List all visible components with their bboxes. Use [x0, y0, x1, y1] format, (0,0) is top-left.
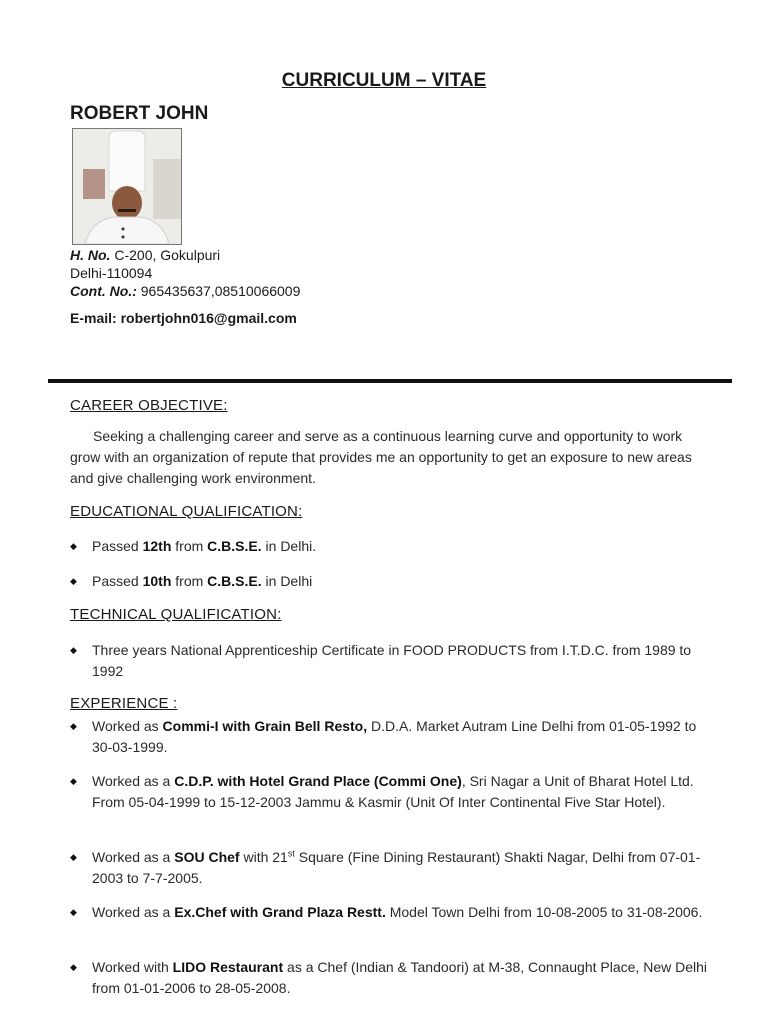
diamond-bullet-icon: ◆	[70, 645, 77, 655]
technical-heading: TECHNICAL QUALIFICATION:	[70, 606, 282, 623]
section-divider	[48, 379, 732, 383]
list-item: ◆ Worked with LIDO Restaurant as a Chef (Indian & Tandoori) at M-38, Connaught Place, New Delhi from 01-01-2006 to 28-05-2008.	[70, 959, 708, 996]
candidate-name: ROBERT JOHN	[70, 103, 209, 124]
career-objective-heading: CAREER OBJECTIVE:	[70, 397, 228, 414]
career-objective-text: Seeking a challenging career and serve as a continuous learning curve and opportunity to work grow with an organization of repute that provides me an opportunity to get an exposure to new areas and give challenging work environment.	[70, 428, 692, 486]
diamond-bullet-icon: ◆	[70, 576, 77, 586]
email-value: robertjohn016@gmail.com	[116, 310, 297, 326]
list-item: ◆ Worked as a Ex.Chef with Grand Plaza Restt. Model Town Delhi from 10-08-2005 to 31-08-2006.	[70, 902, 710, 923]
email-line	[70, 310, 297, 326]
experience-heading: EXPERIENCE :	[70, 695, 178, 712]
address-line	[70, 247, 220, 264]
diamond-bullet-icon: ◆	[70, 721, 77, 731]
house-label: H. No.	[70, 247, 111, 263]
city-line: Delhi-110094	[70, 265, 153, 281]
diamond-bullet-icon: ◆	[70, 962, 77, 972]
document-title: CURRICULUM – VITAE	[281, 70, 487, 91]
email-label: E-mail:	[70, 310, 117, 326]
list-item: ◆ Worked as a SOU Chef with 21st Square (Fine Dining Restaurant) Shakti Nagar, Delhi from 07-01-2003 to 7-7-2005.	[70, 848, 701, 886]
phone-label: Cont. No.:	[70, 283, 137, 299]
diamond-bullet-icon: ◆	[70, 541, 77, 551]
phone-value: 965435637,08510066009	[136, 283, 301, 299]
list-item: ◆ Worked as a C.D.P. with Hotel Grand Place (Commi One), Sri Nagar a Unit of Bharat Hotel Ltd. From 05-04-1999 to 15-12-2003 Jammu & Kasmir (Unit Of Inter Continental Five Star Hotel).	[70, 773, 694, 810]
diamond-bullet-icon: ◆	[70, 852, 77, 862]
list-item: ◆ Passed 12th from C.B.S.E. in Delhi.	[70, 536, 710, 557]
list-item: ◆ Passed 10th from C.B.S.E. in Delhi	[70, 571, 710, 592]
list-item: ◆ Three years National Apprenticeship Certificate in FOOD PRODUCTS from I.T.D.C. from 1989 to 1992	[70, 642, 692, 679]
diamond-bullet-icon: ◆	[70, 907, 77, 917]
list-item: ◆ Worked as Commi-I with Grain Bell Resto, D.D.A. Market Autram Line Delhi from 01-05-1992 to 30-03-1999.	[70, 718, 697, 755]
profile-photo	[72, 128, 182, 245]
diamond-bullet-icon: ◆	[70, 776, 77, 786]
phone-line	[70, 283, 300, 300]
house-value: C-200, Gokulpuri	[110, 247, 221, 263]
education-heading: EDUCATIONAL QUALIFICATION:	[70, 503, 303, 520]
